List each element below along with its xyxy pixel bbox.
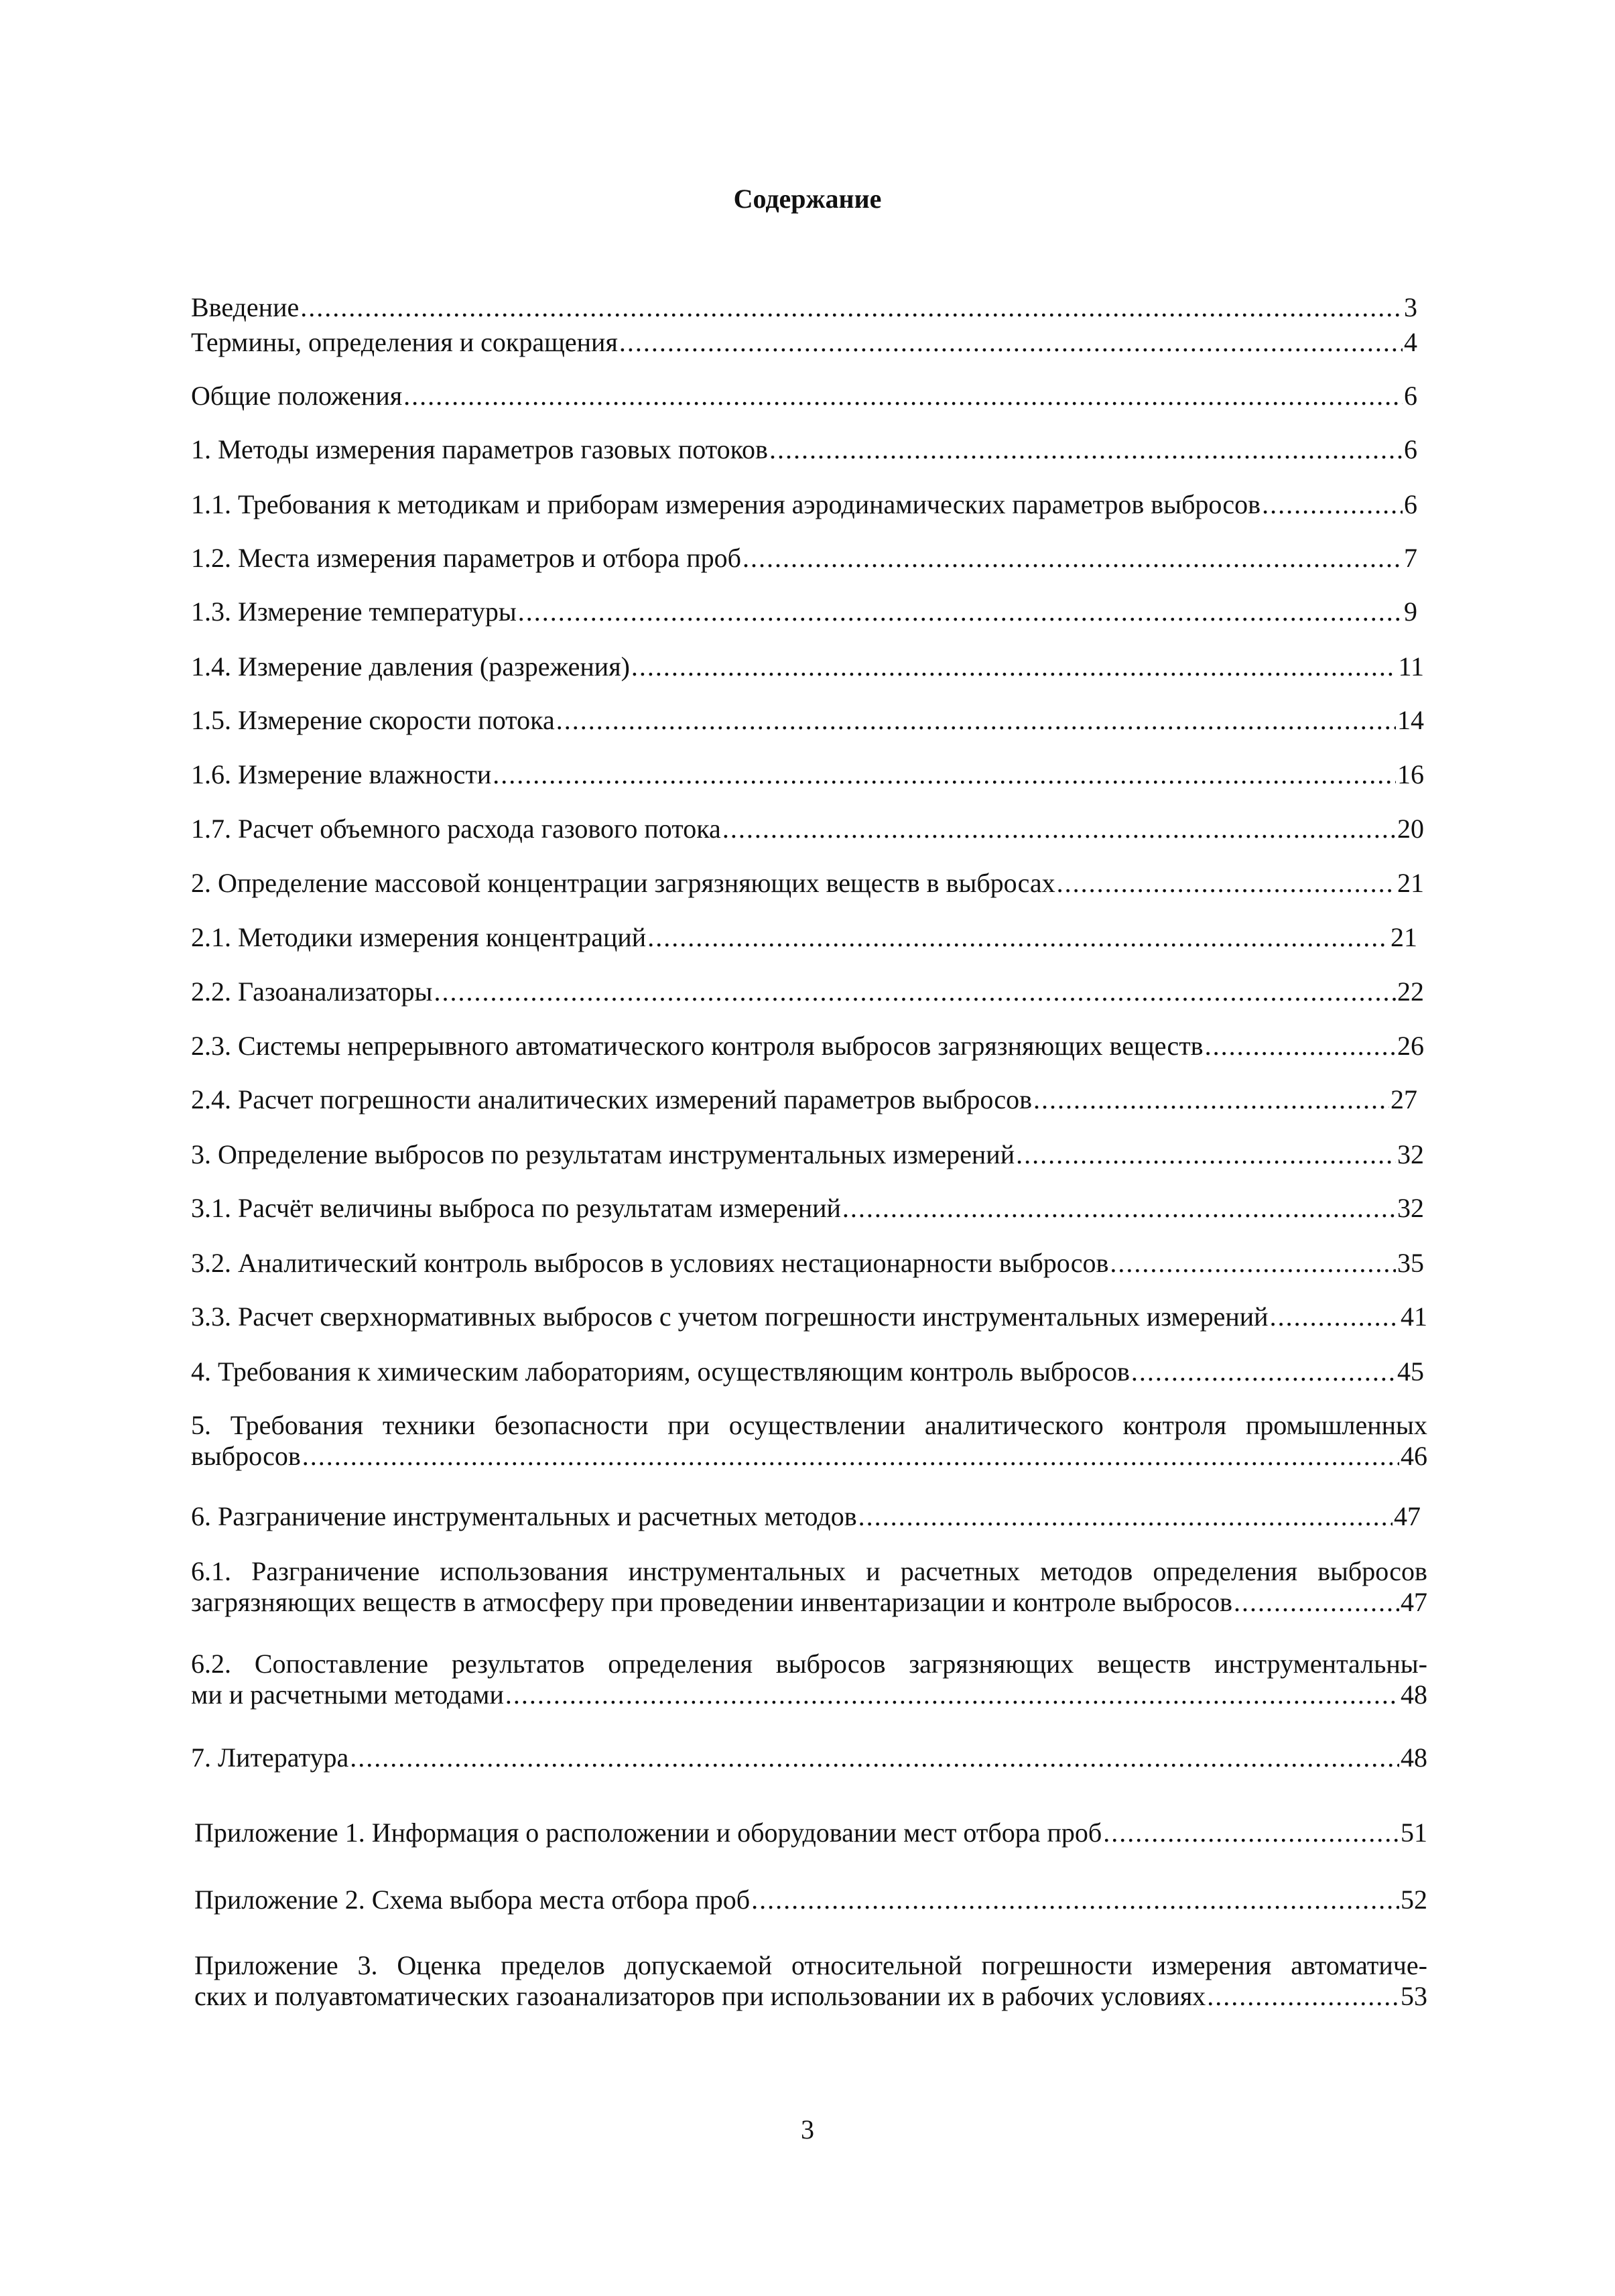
toc-entry: [191, 814, 1424, 844]
toc-entry-title: 1. Методы измерения параметров газовых потоков: [191, 434, 768, 464]
toc-entry-title: 2.1. Методики измерения концентраций: [191, 922, 647, 952]
toc-entry-first-line: Приложение 3. Оценка пределов допускаемой относительной погрешности измерения автоматиче-: [194, 1950, 1427, 1980]
toc-entry-first-line: 6.2. Сопоставление результатов определения выбросов загрязняющих веществ инструментальны-: [191, 1649, 1427, 1679]
leader-dots: [434, 976, 1396, 1007]
toc-entry: [191, 1193, 1424, 1224]
toc-entry: [194, 1885, 1427, 1915]
leader-dots: [403, 381, 1403, 411]
toc-entry-first-line: 6.1. Разграничение использования инструментальных и расчетных методов определения выбросов: [191, 1556, 1427, 1586]
toc-entry: [191, 596, 1417, 627]
leader-dots: [769, 434, 1403, 465]
leader-dots: [842, 1193, 1396, 1224]
toc-entry: [191, 705, 1424, 736]
toc-entry-page: 47: [1394, 1501, 1421, 1531]
toc-entry-title: 7. Литература: [191, 1742, 349, 1773]
toc-entry-page: 22: [1397, 976, 1424, 1007]
leader-dots: [858, 1501, 1393, 1532]
leader-dots: [1131, 1356, 1396, 1387]
toc-entry: [191, 381, 1417, 411]
page-title: Содержание: [733, 184, 882, 214]
toc-entry-page: 21: [1397, 868, 1424, 898]
toc-entry-title: 2.4. Расчет погрешности аналитических измерений параметров выбросов: [191, 1084, 1032, 1114]
toc-entry: [191, 1084, 1417, 1115]
leader-dots: [1207, 1981, 1399, 2012]
toc-entry-title: 3.1. Расчёт величины выброса по результатам измерений: [191, 1193, 841, 1223]
toc-entry-page: 6: [1404, 489, 1417, 519]
leader-dots: [1262, 489, 1403, 520]
toc-entry-title: Приложение 2. Схема выбора места отбора проб: [194, 1885, 751, 1915]
leader-dots: [1205, 1031, 1396, 1062]
toc-entry-title: Общие положения: [191, 381, 403, 411]
toc-entry: [191, 1742, 1427, 1773]
toc-entry-title: 6. Разграничение инструментальных и расчетных методов: [191, 1501, 857, 1531]
toc-entry-first-line: 5. Требования техники безопасности при осуществлении аналитического контроля промышленных: [191, 1410, 1427, 1440]
toc-entry-page: 20: [1397, 814, 1424, 844]
leader-dots: [350, 1742, 1399, 1773]
toc-entry: [191, 489, 1417, 520]
toc-entry: [191, 1556, 1427, 1618]
leader-dots: [302, 1441, 1399, 1472]
toc-entry: [191, 1031, 1424, 1062]
toc-entry: [191, 1649, 1427, 1710]
toc-entry-title: 3. Определение выбросов по результатам инструментальных измерений: [191, 1139, 1015, 1169]
leader-dots: [518, 596, 1403, 627]
leader-dots: [631, 651, 1397, 682]
toc-entry: [191, 1248, 1424, 1279]
leader-dots: [1016, 1139, 1396, 1170]
leader-dots: [751, 1885, 1399, 1915]
toc-entry: [191, 868, 1424, 899]
toc-entry: [194, 1950, 1427, 2012]
toc-entry-page: 11: [1398, 651, 1424, 682]
toc-entry-title: загрязняющих веществ в атмосферу при проведении инвентаризации и контроле выбросов: [191, 1587, 1232, 1617]
toc-entry: [194, 1817, 1427, 1848]
toc-entry-title: 1.2. Места измерения параметров и отбора проб: [191, 543, 741, 573]
toc-entry-page: 47: [1401, 1587, 1427, 1617]
toc-entry: [191, 976, 1424, 1007]
toc-entry-page: 32: [1397, 1193, 1424, 1223]
leader-dots: [1234, 1587, 1399, 1618]
toc-entry-title: Термины, определения и сокращения: [191, 327, 618, 357]
toc-entry-title: 1.5. Измерение скорости потока: [191, 705, 555, 735]
toc-entry-title: Приложение 1. Информация о расположении и оборудовании мест отбора проб: [194, 1817, 1102, 1848]
toc-entry: [191, 651, 1424, 682]
toc-entry-page: 46: [1401, 1441, 1427, 1471]
toc-entry-page: 7: [1404, 543, 1417, 573]
toc-entry-page: 9: [1404, 596, 1417, 627]
leader-dots: [742, 543, 1403, 574]
leader-dots: [556, 705, 1396, 736]
toc-entry-title: 4. Требования к химическим лабораториям, осуществляющим контроль выбросов: [191, 1356, 1130, 1387]
toc-entry-page: 32: [1397, 1139, 1424, 1169]
toc-entry-title: 3.2. Аналитический контроль выбросов в условиях нестационарности выбросов: [191, 1248, 1109, 1278]
leader-dots: [493, 759, 1396, 790]
toc-entry-page: 35: [1397, 1248, 1424, 1278]
toc-entry-page: 52: [1401, 1885, 1427, 1915]
toc-entry: [191, 759, 1424, 790]
toc-entry-title: 2.2. Газоанализаторы: [191, 976, 433, 1007]
toc-entry-title: 1.3. Измерение температуры: [191, 596, 517, 627]
toc-entry: [191, 543, 1417, 574]
leader-dots: [1110, 1248, 1396, 1279]
leader-dots: [1057, 868, 1396, 899]
toc-entry-page: 26: [1397, 1031, 1424, 1061]
toc-entry-page: 21: [1391, 922, 1417, 952]
toc-entry: [191, 434, 1417, 465]
toc-entry-title: 1.7. Расчет объемного расхода газового потока: [191, 814, 721, 844]
toc-entry-page: 3: [1404, 292, 1417, 322]
leader-dots: [647, 922, 1389, 953]
toc-entry-title: 2. Определение массовой концентрации загрязняющих веществ в выбросах: [191, 868, 1055, 898]
leader-dots: [300, 292, 1403, 323]
toc-entry-title: Введение: [191, 292, 300, 322]
toc-entry: [191, 1356, 1424, 1387]
toc-entry-title: 2.3. Системы непрерывного автоматического контроля выбросов загрязняющих веществ: [191, 1031, 1204, 1061]
leader-dots: [619, 327, 1403, 358]
toc-entry-page: 16: [1397, 759, 1424, 789]
toc-entry-page: 14: [1397, 705, 1424, 735]
toc-entry-title: 1.4. Измерение давления (разрежения): [191, 651, 630, 682]
leader-dots: [1033, 1084, 1389, 1115]
toc-entry-page: 48: [1401, 1679, 1427, 1710]
toc-entry-page: 41: [1401, 1301, 1427, 1332]
toc-entry-title: 1.1. Требования к методикам и приборам измерения аэродинамических параметров выбросов: [191, 489, 1261, 519]
leader-dots: [722, 814, 1396, 844]
leader-dots: [1103, 1817, 1399, 1848]
toc-entry-page: 4: [1404, 327, 1417, 357]
toc-entry: [191, 1501, 1421, 1532]
toc-entry: [191, 292, 1417, 323]
toc-entry: [191, 1410, 1427, 1472]
toc-entry: [191, 922, 1417, 953]
toc-entry-page: 6: [1404, 381, 1417, 411]
toc-entry-page: 27: [1391, 1084, 1417, 1114]
leader-dots: [1270, 1301, 1399, 1332]
toc-entry-title: 1.6. Измерение влажности: [191, 759, 492, 789]
toc-entry-page: 45: [1397, 1356, 1424, 1387]
leader-dots: [505, 1679, 1399, 1710]
toc-entry-title: ских и полуавтоматических газоанализаторов при использовании их в рабочих условиях: [194, 1981, 1206, 2011]
toc-entry: [191, 327, 1417, 358]
toc-entry-title: ми и расчетными методами: [191, 1679, 504, 1710]
toc-entry-title: выбросов: [191, 1441, 301, 1471]
toc-entry-page: 48: [1401, 1742, 1427, 1773]
toc-entry: [191, 1301, 1427, 1332]
page-number: 3: [801, 2114, 814, 2145]
toc-entry: [191, 1139, 1424, 1170]
toc-entry-page: 51: [1401, 1817, 1427, 1848]
toc-entry-page: 53: [1401, 1981, 1427, 2011]
toc-entry-page: 6: [1404, 434, 1417, 464]
toc-entry-title: 3.3. Расчет сверхнормативных выбросов с учетом погрешности инструментальных измерений: [191, 1301, 1269, 1332]
